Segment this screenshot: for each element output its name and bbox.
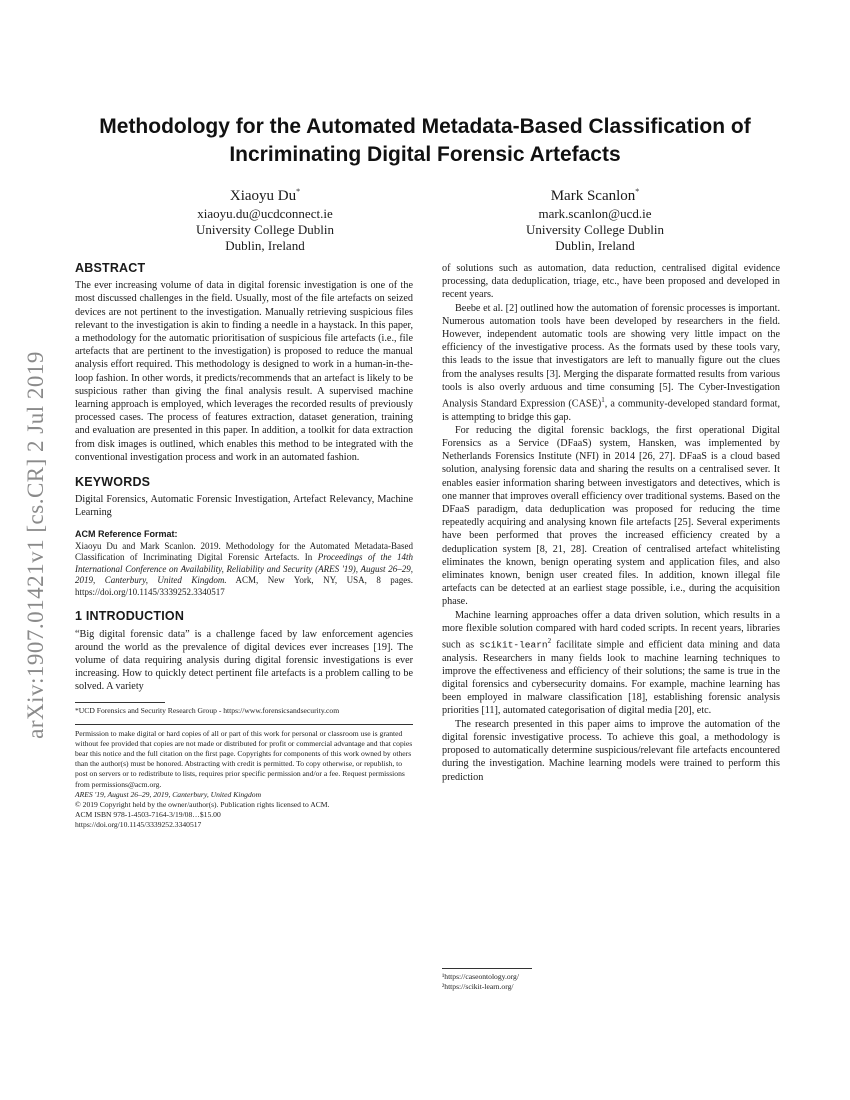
body-paragraph: of solutions such as automation, data reduction, centralised digital evidence processing, data deduplication, triage, etc., have been proposed and developed in recent years. <box>442 263 780 301</box>
acm-reference-part: Xiaoyu Du and Mark Scanlon. 2019. Methodology for the Automated Metadata-Based Classification of Incriminating Digital Forensic Artefacts. In <box>75 540 413 563</box>
abstract-heading: ABSTRACT <box>75 261 146 275</box>
copyright-notice: © 2019 Copyright held by the owner/author(s). Publication rights licensed to ACM. <box>75 800 330 809</box>
body-text: facilitate simple and efficient data mining and data analysis. Researchers in many fields look to machine learning techniques to improve the effectiveness and efficiency of their solutions; the same is true in the digital forensics and cybersecurity domains. For example, machine learning has been employed in malware classification [18], establishing forensic analysis priorities [11], automated categorisation of digital media [20], etc. <box>442 639 780 717</box>
introduction-paragraph: “Big digital forensic data” is a challenge faced by law enforcement agencies around the world as the prevalence of digital devices ever increases [19]. The volume of data requiring analysis during digital forensic investigations is ever increasing. How to quickly detect pertinent file artefacts is a problem calling to be solved. A variety <box>75 628 413 693</box>
author-name: Mark Scanlon <box>550 188 636 204</box>
body-paragraph <box>442 609 780 718</box>
footnote-divider <box>75 702 165 703</box>
footnote-2[interactable]: ²https://scikit-learn.org/ <box>442 982 514 991</box>
permission-notice: Permission to make digital or hard copies of all or part of this work for personal or classroom use is granted without fee provided that copies are not made or distributed for profit or commercial advantage and that copies bear this notice and the full citation on the first page. Copyrights for components of this work owned by others than the author(s) must be honored. Abstracting with credit is permitted. To copy otherwise, or republish, to post on servers or to redistribute to lists, requires prior specific permission and/or a fee. Request permissions from permissions@acm.org. <box>75 728 413 789</box>
author-mark: * <box>635 187 640 196</box>
body-paragraph: The research presented in this paper aims to improve the automation of the digital forensic investigative process. To achieve this goal, a methodology is proposed to automatically determine suspicious/relevant file artefacts encountered during the investigation. Machine learning models were trained to perform this prediction <box>442 718 780 783</box>
author-affiliation: University College Dublin <box>526 222 664 237</box>
author-block-2 <box>445 182 745 254</box>
acm-reference-label: ACM Reference Format: <box>75 528 178 539</box>
paper-title: Methodology for the Automated Metadata-Based Classification of Incriminating Digital Forensic Artefacts <box>99 115 751 166</box>
author-affiliation: University College Dublin <box>196 222 334 237</box>
author-email: mark.scanlon@ucd.ie <box>538 206 652 221</box>
footnote-1[interactable]: ¹https://caseontology.org/ <box>442 972 519 981</box>
right-footnotes <box>442 960 780 992</box>
introduction-heading: 1 INTRODUCTION <box>75 609 185 624</box>
body-text: Machine learning approaches offer a data driven solution, which results in a more flexible solution compared with hard coded scripts. In recent years, libraries such as <box>442 609 780 651</box>
author-location: Dublin, Ireland <box>555 238 635 253</box>
conference-venue: ARES '19, August 26–29, 2019, Canterbury, United Kingdom <box>75 789 262 799</box>
author-email: xiaoyu.du@ucdconnect.ie <box>197 206 333 221</box>
arxiv-stamp <box>12 310 60 780</box>
acm-reference-text <box>75 541 413 599</box>
doi-link[interactable]: https://doi.org/10.1145/3339252.3340517 <box>75 820 202 830</box>
left-column <box>75 262 413 831</box>
abstract-text: The ever increasing volume of data in digital forensic investigation is one of the most discussed challenges in the field. Usually, most of the file artefacts on seized devices are not pertinent to the investigation. Manually retrieving suspicious files relevant to the investigation is akin to finding a needle in a haystack. In this paper, a methodology for the automatic prioritisation of suspicious file artefacts (i.e., file artefacts that are pertinent to the investigation) is proposed to reduce the manual analysis effort required. This methodology is designed to work in a human-in-the-loop fashion. In other words, it predicts/recommends that an artefact is likely to be suspicious rather than giving the final analysis result. A supervised machine learning approach is employed, which leverages the recorded results of previously processed cases. The process of features extraction, dataset generation, training and evaluation are presented in this paper. In addition, a toolkit for data extraction from disk images is outlined, which enables this method to be integrated with the conventional investigation process and work in an automated fashion. <box>75 280 413 463</box>
acm-reference-doi[interactable]: ACM, New York, NY, USA, 8 pages. https://doi.org/10.1145/3339252.3340517 <box>75 575 414 597</box>
permission-divider <box>75 724 413 725</box>
arxiv-identifier: arXiv:1907.01421v1 [cs.CR] 2 Jul 2019 <box>23 351 49 739</box>
keywords-text: Digital Forensics, Automatic Forensic Investigation, Artefact Relevancy, Machine Learning <box>75 494 413 519</box>
body-text: , a community-developed standard format, is attempting to bridge this gap. <box>442 398 780 423</box>
footnote-marker: 2 <box>547 637 552 646</box>
author-mark: * <box>296 187 301 196</box>
acm-reference-venue: Proceedings of the 14th International Conference on Availability, Reliability and Security (ARES '19), August 26–29, 2019, Canterbury, United Kingdom. <box>75 552 413 586</box>
keywords-heading: KEYWORDS <box>75 475 151 490</box>
isbn-line: ACM ISBN 978-1-4503-7164-3/19/08…$15.00 <box>75 810 221 820</box>
footnote-marker: 1 <box>601 396 605 405</box>
footnote-divider <box>442 968 532 969</box>
author-name: Xiaoyu Du <box>229 188 297 204</box>
body-paragraph <box>442 302 780 424</box>
affiliation-footnote: *UCD Forensics and Security Research Group - https://www.forensicsandsecurity.com <box>75 705 340 715</box>
body-text: Beebe et al. [2] outlined how the automation of forensic processes is important. Numerous automation tools have been developed by researchers in the field. However, independent automatic tools are showing very little impact on the efficiency of the investigative process. As the formats used by these tools vary, this leads to the issue that investigators are left to manually figure out the clues from the analyses results [3]. Merging the disparate formatted results from various tools is also overly arduous and time consuming [5]. The Cyber-Investigation Analysis Standard Expression (CASE) <box>442 302 780 410</box>
right-column <box>442 262 780 784</box>
body-paragraph: For reducing the digital forensic backlogs, the first operational Digital Forensics as a Service (DFaaS) system, Hansken, was implemented by Netherlands Forensics Institute (NFI) in 2014 [26, 27]. DFaaS is a cloud based solution, analysing forensic data and sharing the results on a centralised sever. It enables easier information sharing between investigators and detectives, which is one manner that improves overall efficiency over traditional systems. Based on the DFaaS paradigm, data deduplication was proposed for reducing the time repeatedly acquiring and analysing known file artefacts [25]. Several experiments have been performed that proves the increased efficiency created by a deduplication system [8, 21, 28]. Creation of centralised artefact whitelisting eliminates the known, benign operating system and application files, and also eliminates known, benign user created files. In addition, known illegal file artefacts can be detected at an earliest stage possible, i.e., during the acquisition phase. <box>442 424 780 608</box>
author-block-1 <box>115 182 415 254</box>
author-location: Dublin, Ireland <box>225 238 305 253</box>
code-text: scikit-learn <box>479 639 548 651</box>
